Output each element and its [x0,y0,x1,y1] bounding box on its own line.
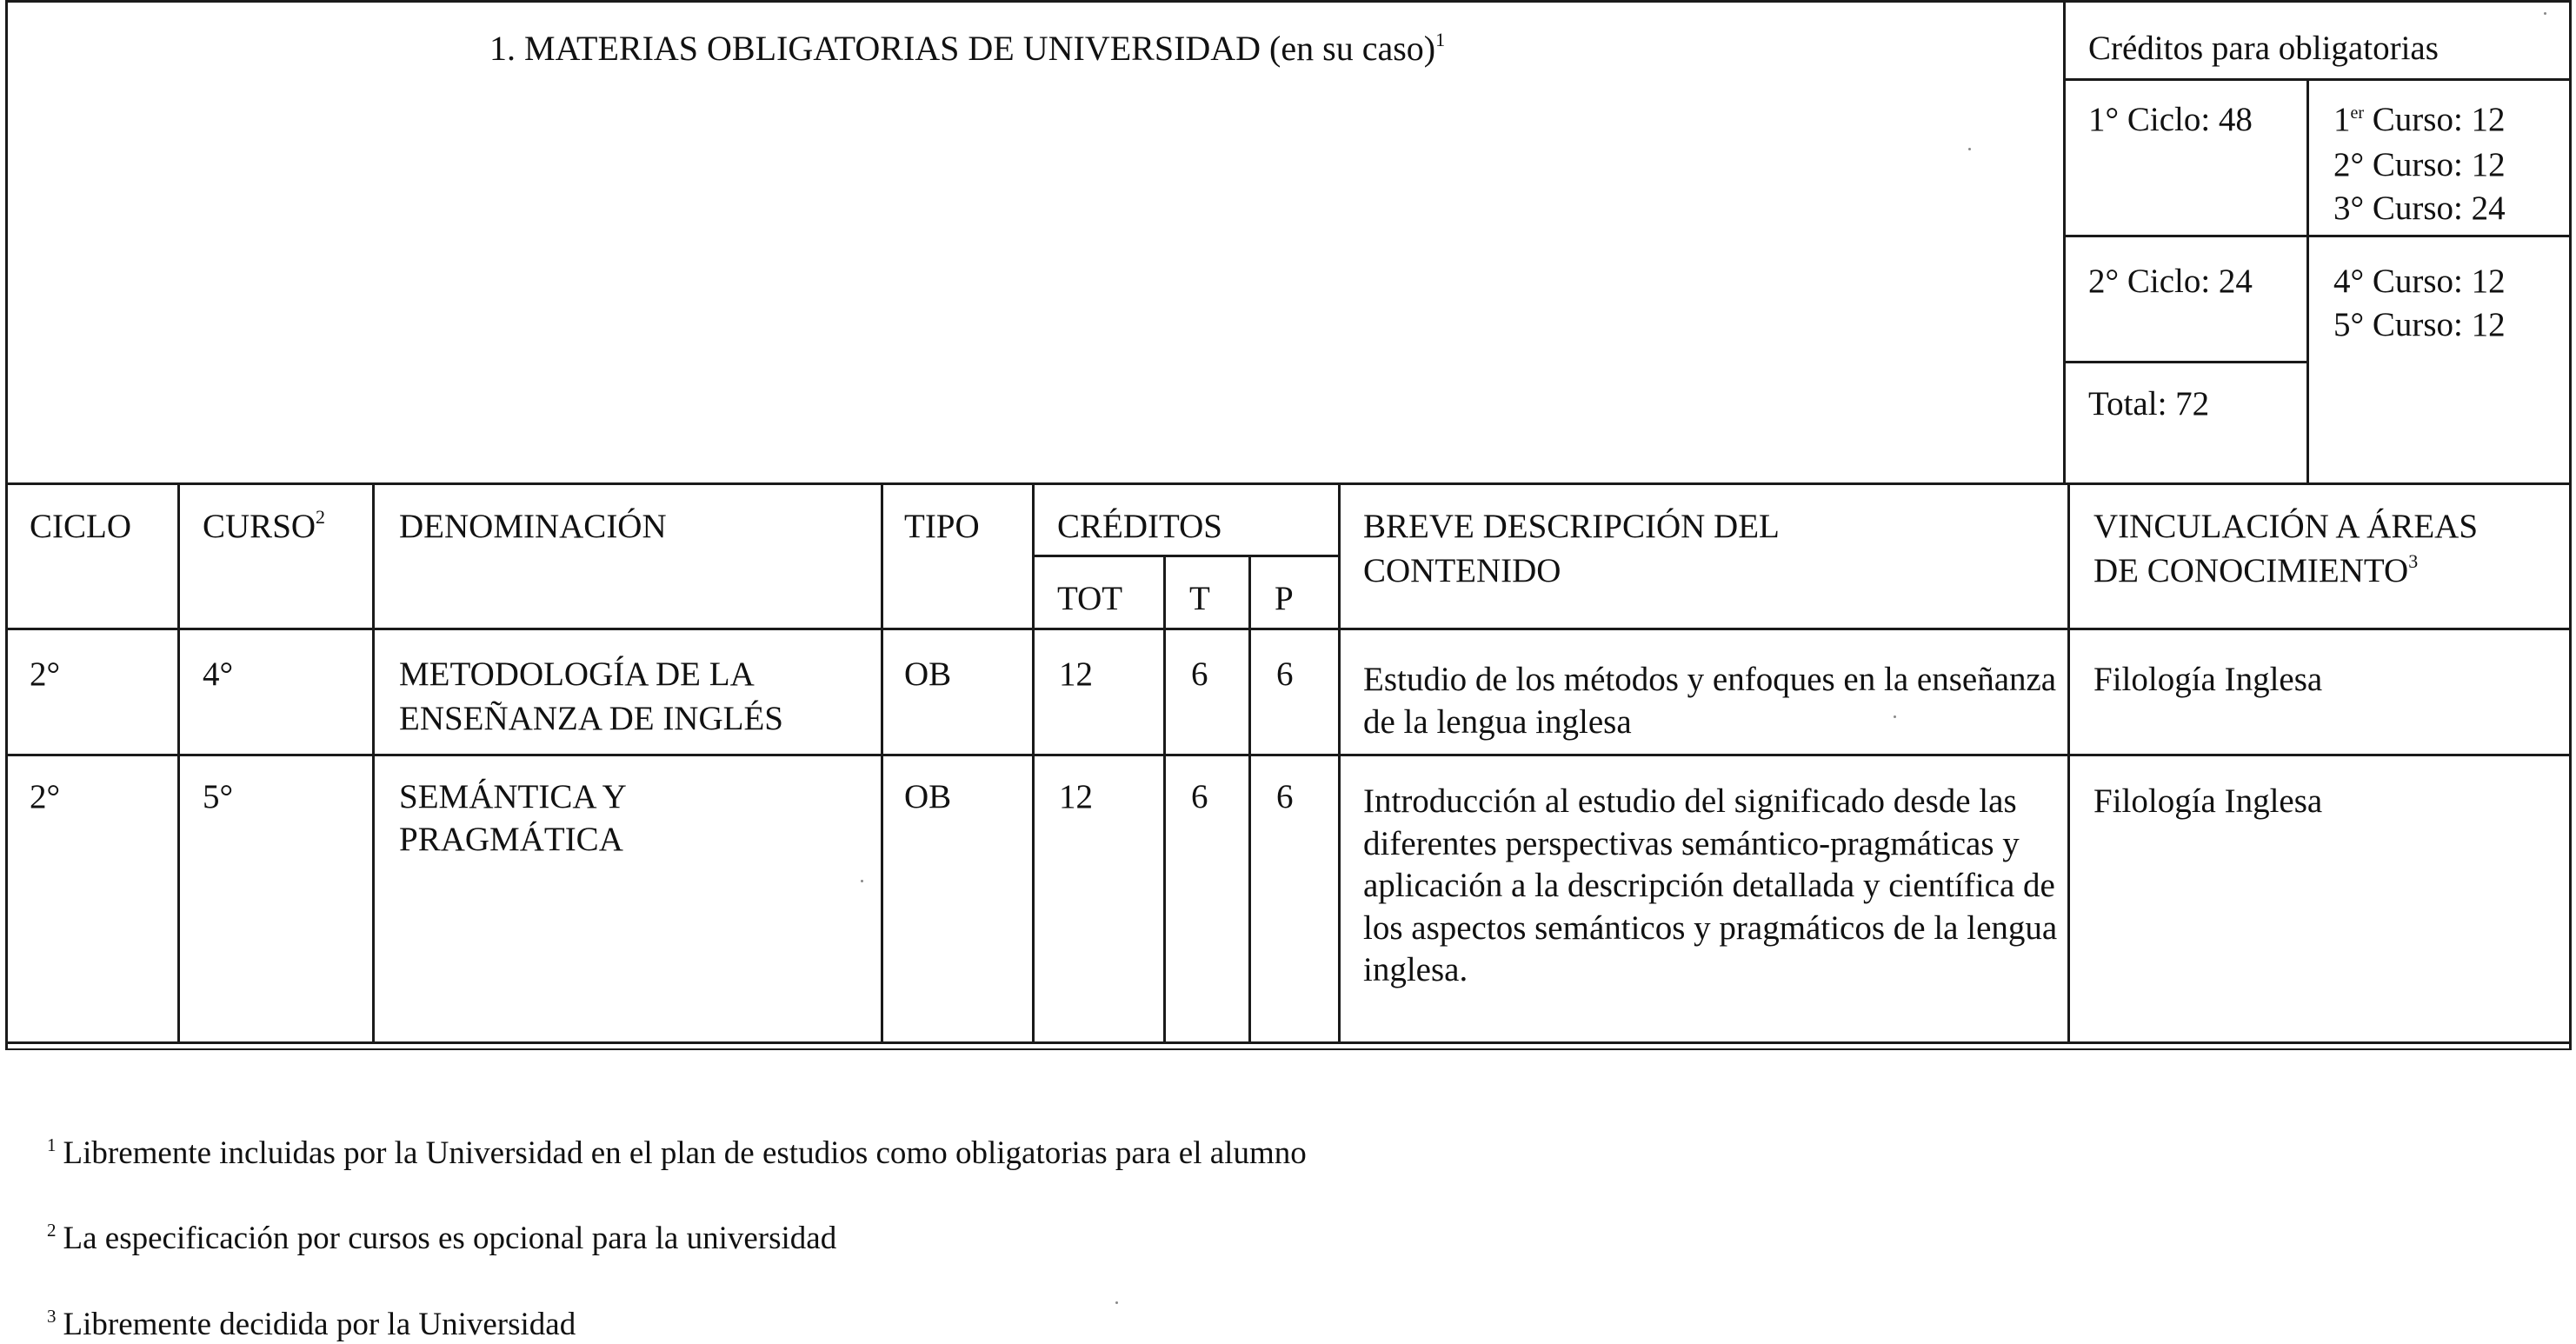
cell-denominacion-1: SEMÁNTICA Y [399,778,627,815]
cell-area: Filología Inglesa [2093,661,2323,698]
col-line-5 [1163,555,1166,1043]
scan-speck [861,880,863,882]
cell-t: 6 [1191,655,1208,693]
bottom-rule-2 [5,1048,2572,1050]
cell-descripcion: Introducción al estudio del significado desde las diferentes perspectivas semántico-pragmáticas y aplicación a la descripción detallada y científica de los aspectos semánticos y pragmáticos de la lengua inglesa. [1363,782,2058,988]
credits-total-divider [2063,361,2309,363]
scan-speck [1894,715,1896,718]
credits-row-divider [2063,235,2572,237]
cell-p: 6 [1276,655,1294,693]
cell-t: 6 [1191,778,1208,815]
header-curso: CURSO$^2$ [203,506,326,545]
curso-2-credits: 2° Curso: 12 [2333,146,2506,183]
cell-tipo: OB [904,655,952,693]
header-denominacion: DENOMINACIÓN [399,508,667,545]
col-line-3 [881,482,883,1043]
cell-ciclo: 2° [30,655,61,693]
total-credits: Total: 72 [2088,385,2210,422]
footnote-ref-3: 3 [2408,550,2419,572]
credits-box-title: Créditos para obligatorias [2088,30,2439,67]
cell-ciclo: 2° [30,778,61,815]
col-line-7 [1338,482,1341,1043]
cell-p: 6 [1276,778,1294,815]
credits-title-divider [2063,78,2572,81]
ciclo-1-credits: 1° Ciclo: 48 [2088,101,2253,138]
border-left [5,0,8,1050]
col-line-8 [2067,482,2070,1043]
col-line-4 [1032,482,1035,1043]
cell-tot: 12 [1059,655,1093,693]
scan-speck [2544,12,2546,15]
creditos-sub-rule [1032,555,1341,557]
col-line-6 [1248,555,1251,1043]
cell-denominacion-1: METODOLOGÍA DE LA [399,655,755,693]
scan-speck [1115,1301,1118,1304]
col-line-2 [372,482,375,1043]
ciclo-2-credits: 2° Ciclo: 24 [2088,263,2253,300]
curso-3-credits: 3° Curso: 24 [2333,190,2506,227]
cell-denominacion-2: PRAGMÁTICA [399,821,623,858]
header-top-rule [5,482,2572,485]
cell-denominacion-2: ENSEÑANZA DE INGLÉS [399,700,783,737]
header-p: P [1275,580,1294,617]
cell-area: Filología Inglesa [2093,782,2323,820]
curso-1-credits: 1er Curso: 12 [2333,101,2506,138]
credits-box-left [2063,0,2066,485]
curso-5-credits: 5° Curso: 12 [2333,306,2506,343]
row-divider [5,754,2572,756]
footnote-2: $^2$ La especificación por cursos es opcional para la universidad [47,1220,837,1256]
header-tipo: TIPO [904,508,980,545]
footnote-ref-1: 1 [1435,29,1446,50]
header-tot: TOT [1057,580,1123,617]
curso-4-credits: 4° Curso: 12 [2333,263,2506,300]
header-creditos: CRÉDITOS [1057,508,1222,545]
page-title: 1. MATERIAS OBLIGATORIAS DE UNIVERSIDAD (en su caso)$^1$ [489,29,1446,68]
header-descripcion-2: CONTENIDO [1363,552,1561,589]
header-vinculacion-1: VINCULACIÓN A ÁREAS [2093,508,2479,545]
cell-tipo: OB [904,778,952,815]
bottom-rule-1 [5,1041,2572,1044]
col-line-1 [177,482,180,1043]
cell-tot: 12 [1059,778,1093,815]
border-top [5,0,2572,3]
cell-descripcion: Estudio de los métodos y enfoques en la enseñanza de la lengua inglesa [1363,661,2057,741]
footnote-3: $^3$ Libremente decidida por la Universidad [47,1306,576,1342]
header-bottom-rule [5,628,2572,630]
credits-inner-vertical [2306,78,2309,485]
cell-curso: 4° [203,655,234,693]
header-ciclo: CICLO [30,508,131,545]
cell-curso: 5° [203,778,234,815]
header-t: T [1189,580,1210,617]
header-descripcion-1: BREVE DESCRIPCIÓN DEL [1363,508,1780,545]
header-vinculacion-2: DE CONOCIMIENTO$^3$ [2093,550,2419,589]
footnote-ref-2: 2 [316,506,326,528]
scan-speck [1968,148,1971,150]
footnote-1: $^1$ Libremente incluidas por la Universidad en el plan de estudios como obligatorias para el alumno [47,1134,1307,1171]
border-right [2569,0,2572,1050]
